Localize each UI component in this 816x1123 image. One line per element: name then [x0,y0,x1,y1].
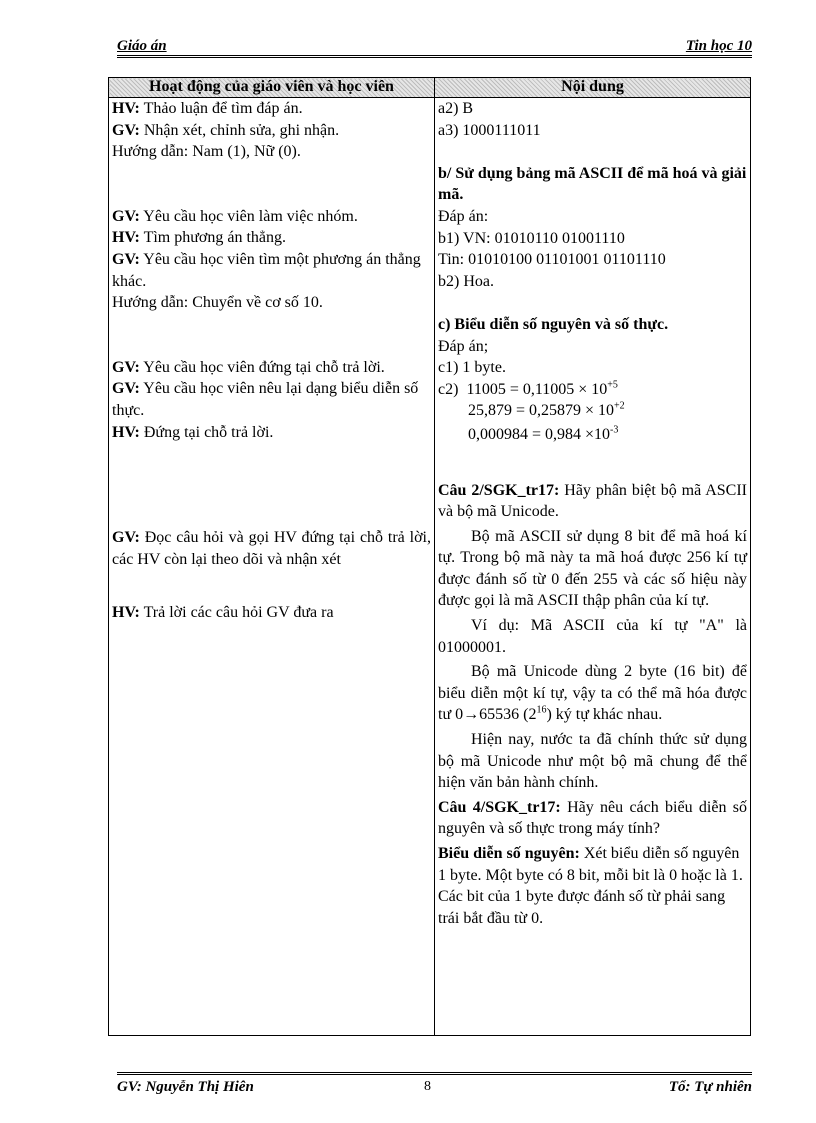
paragraph: Bộ mã Unicode dùng 2 byte (16 bit) để biểu diễn một kí tự, vậy ta có thể mã hóa được tư 0→65536 $(2^{16})$ ký tự khác nhau. [438,663,747,724]
paragraph: Ví dụ: Mã ASCII của kí tự "A" là 01000001. [438,617,747,656]
question-4: Câu 4/SGK_tr17: Hãy nêu cách biểu diễn số nguyên và số thực trong máy tính? [438,798,747,838]
answer-b1: b1) VN: 01010110 01001110 [438,229,625,247]
table-header-row [109,78,751,98]
header-left: Giáo án [117,38,167,54]
lesson-table [108,77,751,1036]
header-rule [117,55,752,58]
activity-line: Hướng dẫn: Chuyển về cơ số 10. [112,294,323,312]
activity-line: GV: Nhận xét, chỉnh sửa, ghi nhận. [112,121,340,139]
math-line: $0,000984 = 0,984 \times 10^{-3}$ [468,424,619,443]
footer-department: Tổ: Tự nhiên [668,1079,752,1095]
section-c-title: c) Biểu diễn số nguyên và số thực. [438,315,669,333]
col-left-header: Hoạt động của giáo viên và học viên [109,78,435,98]
math-line: $25,879 = 0,25879 \times 10^{+2}$ [468,400,625,420]
question-2: Câu 2/SGK_tr17: Hãy phân biệt bộ mã ASCII và bộ mã Unicode. [438,481,747,521]
activity-line: GV: Yêu cầu học viên tìm một phương án thẳng khác. [112,250,421,290]
answer-label: Đáp án: [438,207,489,225]
activity-line: HV: Tìm phương án thẳng. [112,229,287,247]
activity-line: GV: Yêu cầu học viên đứng tại chỗ trả lời. [112,358,385,376]
teacher-activity-cell [109,98,435,1036]
page-number: 8 [424,1079,431,1094]
col-right-header: Nội dung [435,78,751,98]
activity-line: GV: Yêu cầu học viên làm việc nhóm. [112,207,358,225]
footer-author: GV: Nguyễn Thị Hiên [117,1079,254,1095]
answer-c1: c1) 1 byte. [438,359,506,377]
answer-c2: c2) $11005 = 0,11005 \times 10^{+5}$ [438,379,618,398]
header-right: Tin học 10 [685,38,752,54]
paragraph: Biểu diễn số nguyên: Xét biểu diễn số nguyên 1 byte. Một byte có 8 bit, mỗi bit là 0 hoặc là 1. Các bit của 1 byte được đánh số từ phải sang trái bắt đầu từ 0. [438,845,743,927]
content-cell [435,98,751,1036]
activity-line: HV: Trả lời các câu hỏi GV đưa ra [112,604,334,622]
section-b-title: b/ Sử dụng bảng mã ASCII để mã hoá và giải mã. [438,164,747,204]
activity-line: GV: Đọc câu hỏi và gọi HV đứng tại chỗ trả lời, các HV còn lại theo dõi và nhận xét [112,529,431,568]
footer-rule [117,1072,752,1075]
answer-a3: a3) 1000111011 [438,121,541,139]
paragraph: Hiện nay, nước ta đã chính thức sử dụng bộ mã Unicode như một bộ mã chung để thể hiện văn bản hành chính. [438,731,747,792]
activity-line: HV: Thảo luận để tìm đáp án. [112,100,303,117]
page-footer [117,1079,752,1097]
table-body-row [109,98,751,1036]
answer-a2: a2) B [438,100,474,117]
page-header [117,38,752,56]
answer-label: Đáp án; [438,337,489,355]
activity-line: Hướng dẫn: Nam (1), Nữ (0). [112,143,301,161]
activity-line: HV: Đứng tại chỗ trả lời. [112,423,274,441]
activity-line: GV: Yêu cầu học viên nêu lại dạng biểu diễn số thực. [112,380,419,419]
answer-b2: b2) Hoa. [438,272,494,290]
paragraph: Bộ mã ASCII sử dụng 8 bit để mã hoá kí tự. Trong bộ mã này ta mã hoá được 256 kí tự được đánh số từ 0 đến 255 và các số hiệu này được gọi là mã ASCII thập phân của kí tự. [438,527,747,610]
answer-b1-tin: Tin: 01010100 01101001 01101110 [438,251,666,269]
